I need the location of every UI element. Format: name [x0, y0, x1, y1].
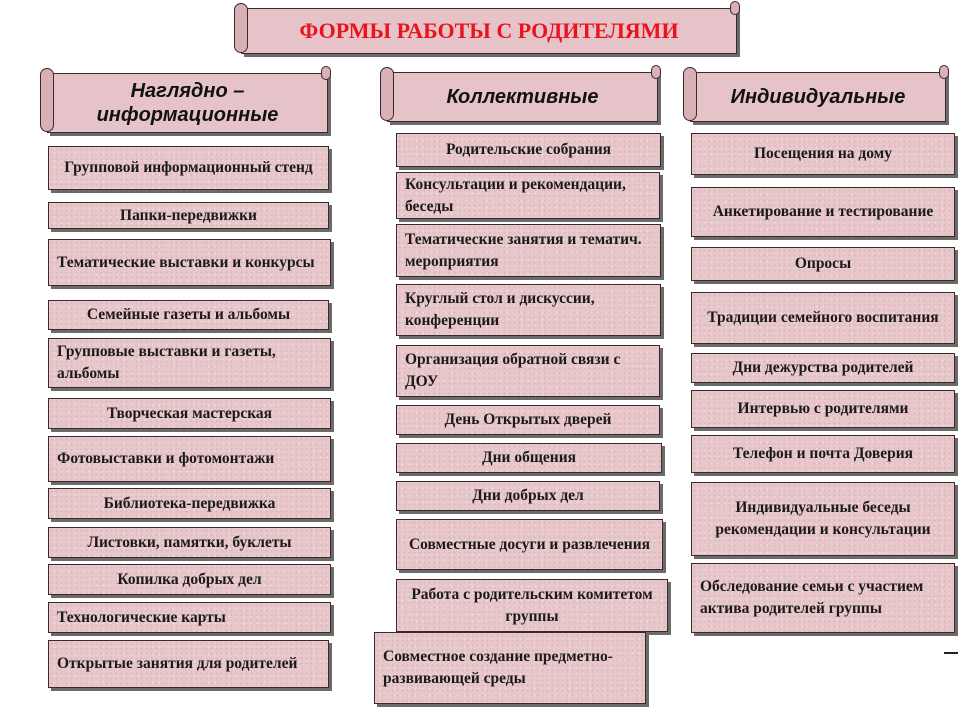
form-item: Листовки, памятки, буклеты: [48, 527, 331, 558]
form-item: Посещения на дому: [691, 133, 955, 175]
form-item: Обследование семьи с участием актива родителей группы: [691, 563, 955, 633]
form-item: Групповые выставки и газеты, альбомы: [48, 338, 331, 388]
form-item: Круглый стол и дискуссии, конференции: [396, 284, 661, 336]
column-header-individual: [690, 72, 946, 122]
scroll-curl-right: [321, 66, 331, 80]
form-item: Совместные досуги и развлечения: [396, 519, 663, 570]
form-item: Дни общения: [396, 443, 662, 473]
form-item: Фотовыставки и фотомонтажи: [48, 436, 331, 482]
scroll-curl-left: [234, 3, 248, 53]
title-banner: [241, 8, 737, 54]
column-header-visual: [47, 73, 328, 133]
page-title: ФОРМЫ РАБОТЫ С РОДИТЕЛЯМИ: [299, 18, 679, 43]
form-item: Дни добрых дел: [396, 481, 660, 511]
form-item: Открытые занятия для родителей: [48, 640, 329, 688]
scroll-curl-left: [40, 68, 54, 132]
form-item: Работа с родительским комитетом группы: [396, 579, 668, 632]
form-item: Тематические выставки и конкурсы: [48, 239, 331, 286]
form-item: Традиции семейного воспитания: [691, 292, 955, 344]
form-item: Родительские собрания: [396, 133, 661, 167]
form-item: Анкетирование и тестирование: [691, 187, 955, 237]
scroll-curl-right: [730, 1, 740, 15]
scroll-curl-right: [939, 65, 949, 79]
header-line-2: информационные: [96, 104, 279, 126]
form-item: Совместное создание предметно-развивающей среды: [374, 632, 646, 704]
form-item: Тематические занятия и тематич. мероприятия: [396, 224, 661, 277]
column-header-collective: [387, 72, 658, 122]
column-header-text: Коллективные: [446, 86, 599, 108]
column-header-text: Индивидуальные: [730, 86, 906, 108]
column-header-text: [97, 79, 279, 127]
form-item: День Открытых дверей: [396, 405, 660, 435]
form-item: Творческая мастерская: [48, 398, 331, 429]
form-item: Организация обратной связи с ДОУ: [396, 345, 660, 397]
form-item: Индивидуальные беседы рекомендации и консультации: [691, 482, 955, 556]
scroll-curl-left: [380, 67, 394, 121]
form-item: Папки-передвижки: [48, 202, 329, 229]
form-item: Технологические карты: [48, 602, 331, 633]
form-item: Опросы: [691, 247, 955, 281]
header-line-1: Наглядно –: [130, 80, 245, 102]
form-item: Копилка добрых дел: [48, 564, 331, 595]
form-item: Интервью с родителями: [691, 390, 955, 428]
form-item: Консультации и рекомендации, беседы: [396, 172, 660, 219]
form-item: Дни дежурства родителей: [691, 353, 955, 383]
divider-dash: [944, 652, 958, 654]
scroll-curl-right: [651, 65, 661, 79]
form-item: Групповой информационный стенд: [48, 146, 329, 190]
scroll-curl-left: [683, 67, 697, 121]
form-item: Телефон и почта Доверия: [691, 435, 955, 473]
form-item: Семейные газеты и альбомы: [48, 300, 329, 330]
form-item: Библиотека-передвижка: [48, 488, 331, 519]
